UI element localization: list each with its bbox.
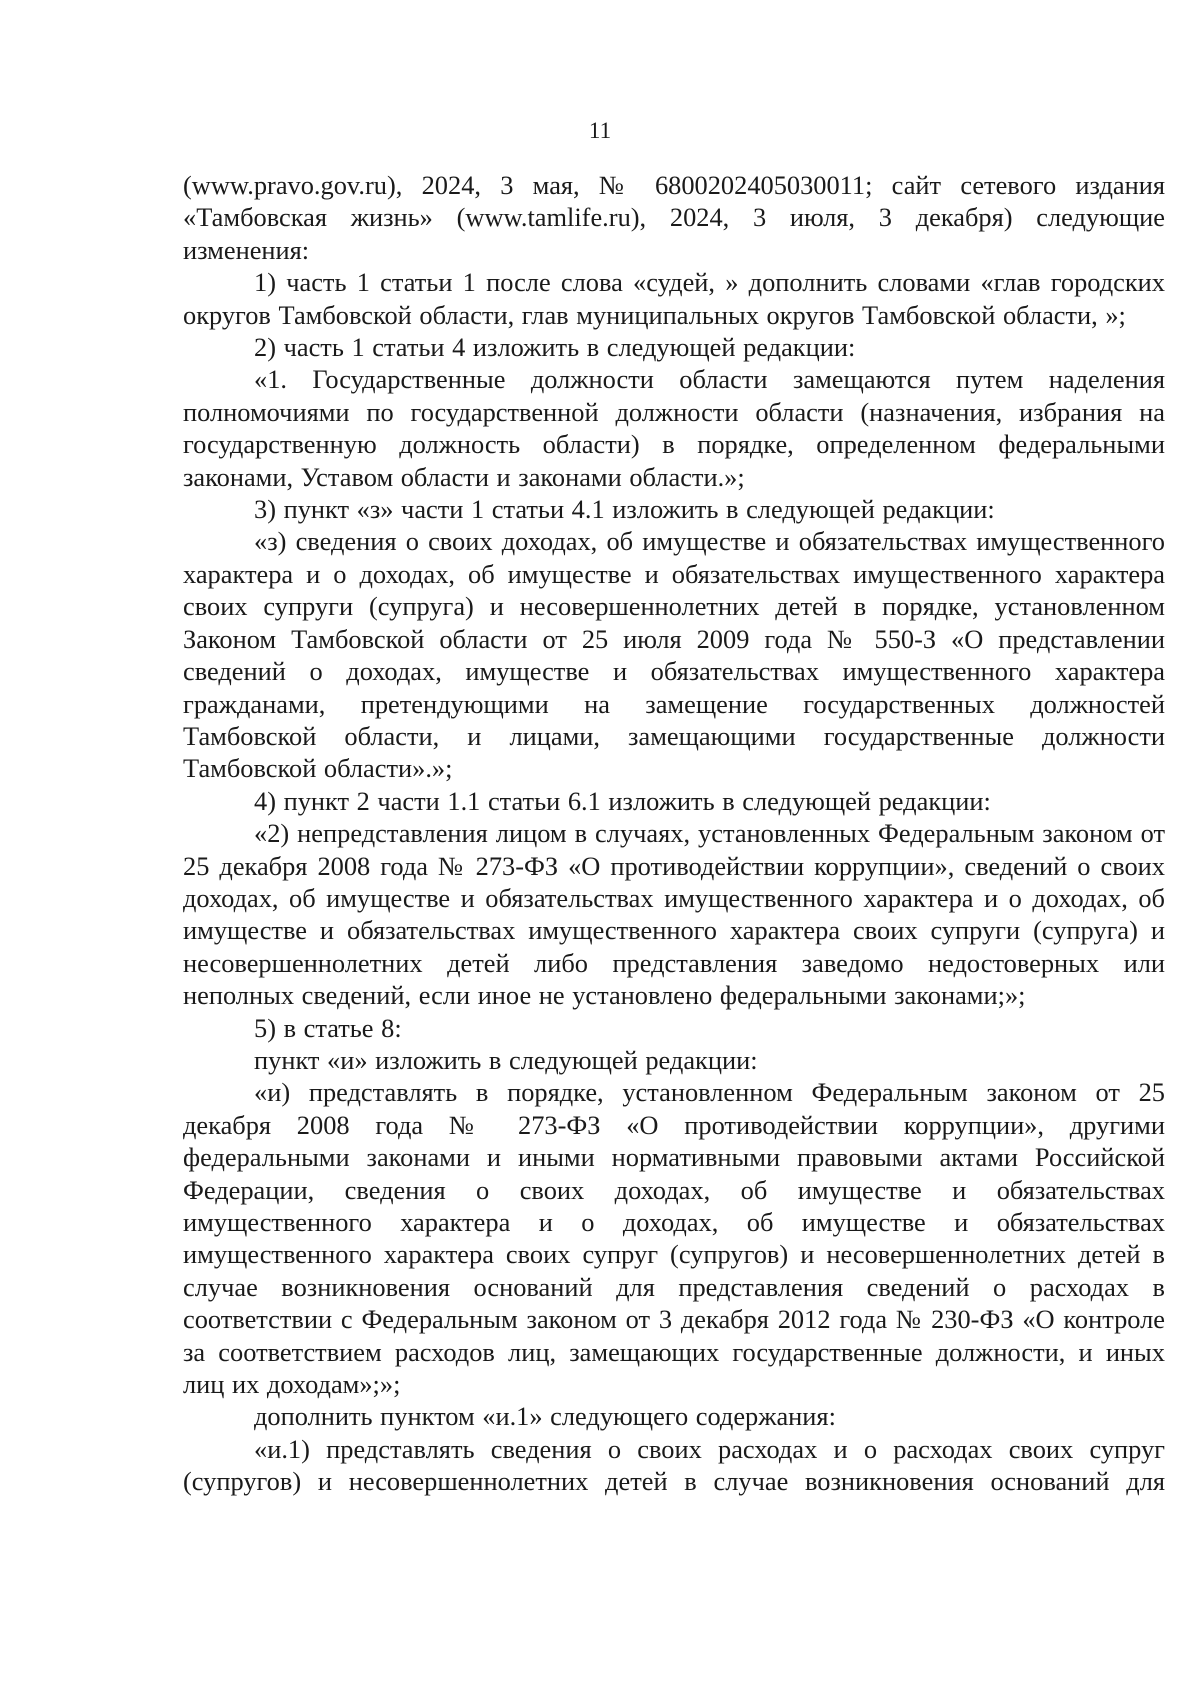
paragraph: «1. Государственные должности области замещаются путем наделения полномочиями по государственной должности области (назначения, избрания на государственную должность области) в порядке, определенном федеральными законами, Уставом области и законами области.»; xyxy=(183,364,1165,492)
paragraph: «и.1) представлять сведения о своих расходах и о расходах своих супруг (супругов) и несовершеннолетних детей в случае возникновения оснований для xyxy=(183,1433,1165,1497)
paragraph: «и) представлять в порядке, установленном Федеральным законом от 25 декабря 2008 года № 273-ФЗ «О противодействии коррупции», другими федеральными законами и иными нормативными правовыми актами Российской Федерации, сведения о своих доходах, об имуществе и обязательствах имущественного характера и о доходах, об имуществе и обязательствах имущественного характера своих супруг (супругов) и несовершеннолетних детей в случае возникновения оснований для представления сведений о расходах в соответствии с Федеральным законом от 3 декабря 2012 года № 230-ФЗ «О контроле за соответствием расходов лиц, замещающих государственные должности, и иных лиц их доходам»;»; xyxy=(183,1077,1165,1400)
paragraph: (www.pravo.gov.ru), 2024, 3 мая, № 6800202405030011; сайт сетевого издания «Тамбовская жизнь» (www.tamlife.ru), 2024, 3 июля, 3 декабря) следующие изменения: xyxy=(183,170,1165,265)
paragraph: дополнить пунктом «и.1» следующего содержания: xyxy=(254,1401,836,1432)
paragraph: пункт «и» изложить в следующей редакции: xyxy=(254,1044,758,1075)
paragraph: 1) часть 1 статьи 1 после слова «судей, » дополнить словами «глав городских округов Тамбовской области, глав муниципальных округов Тамбовской области, »; xyxy=(183,267,1165,330)
paragraph: «2) непредставления лицом в случаях, установленных Федеральным законом от 25 декабря 2008 года № 273-ФЗ «О противодействии коррупции», сведений о своих доходах, об имуществе и обязательствах имущественного характера и о доходах, об имуществе и обязательствах имущественного характера своих супруги (супруга) и несовершеннолетних детей либо представления заведомо недостоверных или неполных сведений, если иное не установлено федеральными законами;»; xyxy=(183,818,1165,1011)
paragraph: «з) сведения о своих доходах, об имуществе и обязательствах имущественного характера и о доходах, об имуществе и обязательствах имущественного характера своих супруги (супруга) и несовершеннолетних детей в порядке, установленном Законом Тамбовской области от 25 июля 2009 года № 550-З «О представлении сведений о доходах, имуществе и обязательствах имущественного характера гражданами, претендующими на замещение государственных должностей Тамбовской области, и лицами, замещающими государственные должности Тамбовской области».»; xyxy=(183,526,1165,784)
paragraph: 3) пункт «з» части 1 статьи 4.1 изложить в следующей редакции: xyxy=(254,494,995,525)
paragraph: 5) в статье 8: xyxy=(254,1012,402,1043)
paragraph: 2) часть 1 статьи 4 изложить в следующей редакции: xyxy=(254,332,856,363)
page-number: 11 xyxy=(588,118,612,143)
paragraph: 4) пункт 2 части 1.1 статьи 6.1 изложить в следующей редакции: xyxy=(254,785,991,816)
document-body xyxy=(183,169,1165,1498)
